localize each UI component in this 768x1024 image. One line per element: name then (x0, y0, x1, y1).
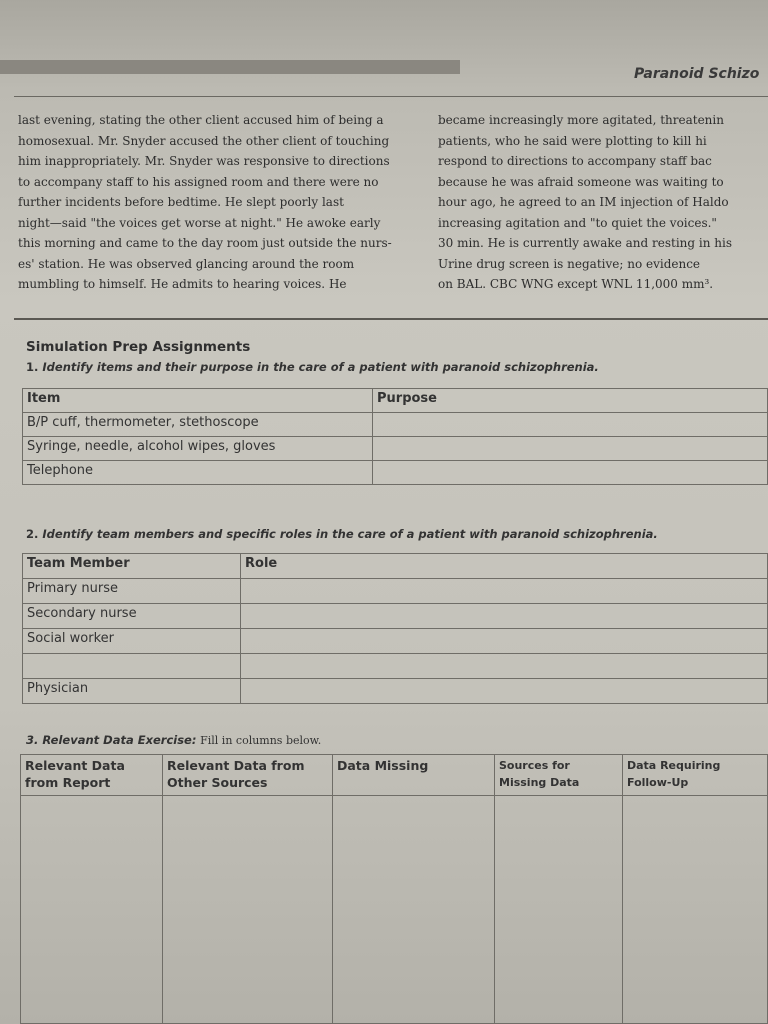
table-row (23, 654, 768, 679)
answer-cell[interactable] (623, 796, 768, 1024)
narrative-line: further incidents before bedtime. He slept poorly last (18, 195, 344, 209)
role-cell[interactable] (241, 604, 768, 629)
table-row (23, 604, 768, 629)
narrative-line: Urine drug screen is negative; no evidence (438, 256, 701, 271)
header-band (0, 60, 460, 74)
table-row (23, 679, 768, 704)
table-row (21, 796, 768, 1024)
table-row (23, 579, 768, 604)
question-3 (26, 733, 321, 747)
item-cell: Telephone (23, 461, 373, 485)
item-cell: Syringe, needle, alcohol wipes, gloves (23, 437, 373, 461)
role-cell[interactable] (241, 579, 768, 604)
table-row (23, 413, 768, 437)
header-divider (14, 96, 768, 97)
table-row (23, 629, 768, 654)
column-header-relevant-data-other: Relevant Data from Other Sources (163, 755, 333, 796)
question-number: 2. (26, 527, 39, 541)
team-member-cell: Social worker (23, 629, 241, 654)
page-header-title: Paranoid Schizo (634, 66, 760, 82)
team-roles-table (22, 553, 768, 704)
role-cell[interactable] (241, 629, 768, 654)
answer-cell[interactable] (163, 796, 333, 1024)
purpose-cell[interactable] (373, 413, 768, 437)
answer-cell[interactable] (495, 796, 623, 1024)
column-header-item: Item (23, 389, 373, 413)
table-row (23, 461, 768, 485)
question-1 (26, 360, 599, 374)
narrative-right-column (438, 110, 768, 295)
narrative-left-column (18, 110, 414, 295)
exercise-instruction: Fill in columns below. (200, 734, 322, 747)
team-member-cell: Primary nurse (23, 579, 241, 604)
items-purpose-table (22, 388, 768, 485)
section-divider (14, 318, 768, 320)
narrative-line: mumbling to himself. He admits to hearing voices. He (18, 277, 347, 291)
narrative-line: increasing agitation and "to quiet the voices." (438, 215, 717, 230)
question-text: Identify team members and specific roles in the care of a patient with paranoid schizophrenia. (42, 527, 658, 541)
team-member-cell: Physician (23, 679, 241, 704)
narrative-line: became increasingly more agitated, threatenin (438, 113, 724, 127)
column-header-role: Role (241, 554, 768, 579)
question-2 (26, 527, 658, 541)
team-member-cell (23, 654, 241, 679)
question-text: Identify items and their purpose in the care of a patient with paranoid schizophrenia. (42, 360, 599, 374)
team-member-cell: Secondary nurse (23, 604, 241, 629)
column-header-purpose: Purpose (373, 389, 768, 413)
purpose-cell[interactable] (373, 461, 768, 485)
narrative-line: to accompany staff to his assigned room and there were no (18, 174, 379, 189)
column-header-team-member: Team Member (23, 554, 241, 579)
narrative-line: respond to directions to accompany staff bac (438, 154, 712, 168)
section-title: Simulation Prep Assignments (26, 339, 251, 355)
item-cell: B/P cuff, thermometer, stethoscope (23, 413, 373, 437)
narrative-line: es' station. He was observed glancing around the room (18, 256, 355, 271)
narrative-line: 30 min. He is currently awake and resting in his (438, 236, 732, 250)
role-cell[interactable] (241, 654, 768, 679)
narrative-line: him inappropriately. Mr. Snyder was responsive to directions (18, 154, 390, 168)
narrative-line: hour ago, he agreed to an IM injection of Haldo (438, 195, 729, 209)
answer-cell[interactable] (21, 796, 163, 1024)
purpose-cell[interactable] (373, 437, 768, 461)
narrative-line: because he was afraid someone was waiting to (438, 174, 724, 189)
column-header-relevant-data-report: Relevant Data from Report (21, 755, 163, 796)
question-number: 1. (26, 360, 39, 374)
narrative-line: night—said "the voices get worse at night." He awoke early (18, 215, 381, 230)
column-header-follow-up: Data Requiring Follow-Up (623, 755, 768, 796)
narrative-line: patients, who he said were plotting to kill hi (438, 133, 707, 148)
column-header-sources-missing: Sources for Missing Data (495, 755, 623, 796)
exercise-label: 3. Relevant Data Exercise: (26, 733, 197, 747)
column-header-data-missing: Data Missing (333, 755, 495, 796)
table-row (23, 437, 768, 461)
relevant-data-table (20, 754, 768, 1024)
narrative-line: homosexual. Mr. Snyder accused the other client of touching (18, 133, 390, 148)
answer-cell[interactable] (333, 796, 495, 1024)
narrative-line: on BAL. CBC WNG except WNL 11,000 mm³. (438, 277, 714, 291)
narrative-line: last evening, stating the other client accused him of being a (18, 113, 384, 127)
narrative-line: this morning and came to the day room just outside the nurs- (18, 236, 392, 250)
role-cell[interactable] (241, 679, 768, 704)
